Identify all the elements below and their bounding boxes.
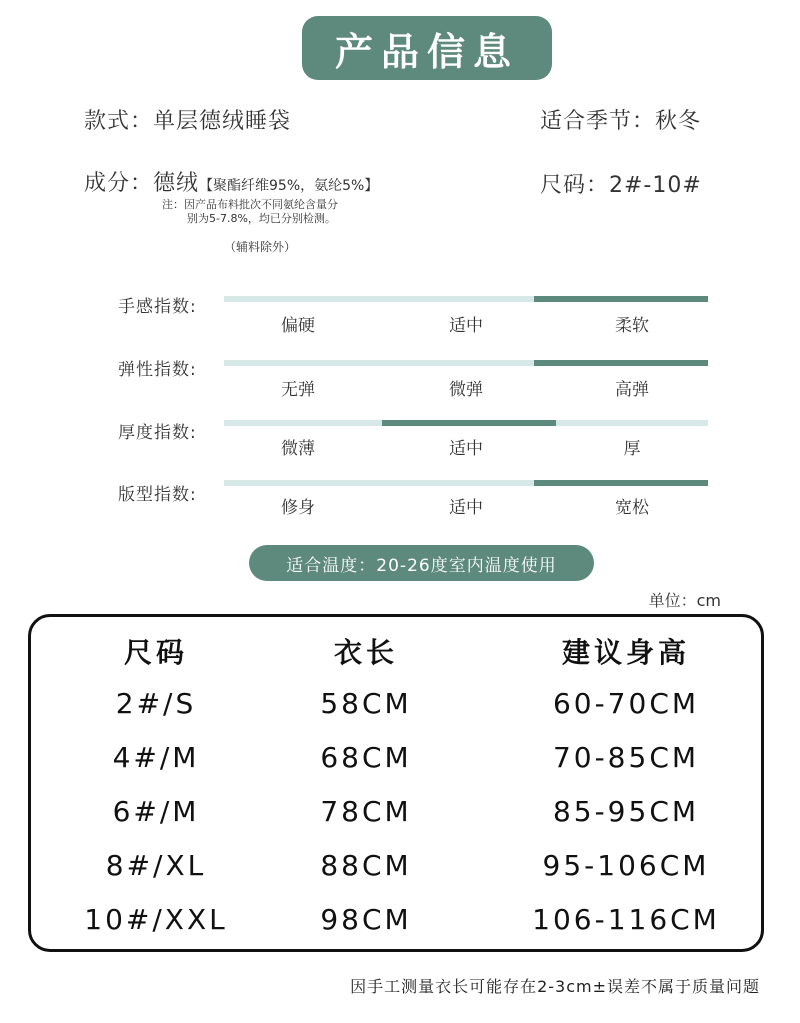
page-title: 产品信息: [302, 16, 552, 80]
table-cell: 88CM: [320, 849, 412, 882]
composition-info: [84, 166, 378, 197]
table-cell: 8#/XL: [105, 849, 207, 882]
table-cell: 95-106CM: [542, 849, 710, 882]
index-option: 适中: [449, 439, 483, 459]
style-info: 款式：单层德绒睡袋: [84, 109, 292, 134]
index-bar-selected: [534, 296, 708, 302]
index-bar-selected: [382, 420, 556, 426]
index-option: 宽松: [615, 498, 649, 518]
index-label-hand-feel: 手感指数:: [118, 297, 197, 317]
table-cell: 98CM: [320, 903, 412, 936]
footer-disclaimer: 因手工测量衣长可能存在2-3cm±误差不属于质量问题: [350, 977, 760, 996]
table-cell: 2#/S: [115, 687, 197, 720]
table-cell: 85-95CM: [552, 795, 700, 828]
index-bar-track: [224, 480, 534, 486]
table-cell: 10#/XXL: [84, 903, 228, 936]
composition-detail: 【聚酯纤维95%，氨纶5%】: [199, 178, 379, 194]
temperature-badge: 适合温度：20-26度室内温度使用: [249, 545, 594, 581]
index-option: 微薄: [281, 439, 315, 459]
table-cell: 106-116CM: [532, 903, 720, 936]
table-cell: 68CM: [320, 741, 412, 774]
composition-main: 成分：德绒: [84, 171, 200, 196]
table-cell: 60-70CM: [552, 687, 700, 720]
index-bar-track: [224, 296, 534, 302]
note-line-1: 注：因产品布料批次不同氨纶含量分: [162, 198, 338, 211]
note-line-2: 别为5-7.8%，均已分别检测。: [187, 212, 336, 225]
size-table: [28, 614, 764, 952]
unit-label: 单位：cm: [648, 591, 721, 610]
index-option: 偏硬: [281, 316, 315, 336]
index-option: 厚: [623, 439, 641, 459]
index-option: 微弹: [449, 380, 483, 400]
table-cell: 6#/M: [112, 795, 200, 828]
note-line-3: （辅料除外）: [224, 240, 297, 254]
size-range-info: 尺码：2#-10#: [540, 173, 702, 198]
index-bar-selected: [534, 360, 708, 366]
size-header-height: 建议身高: [561, 636, 690, 669]
table-cell: 70-85CM: [552, 741, 700, 774]
index-label-thickness: 厚度指数:: [118, 423, 197, 443]
index-bar-selected: [534, 480, 708, 486]
index-option: 修身: [281, 498, 315, 518]
index-option: 适中: [449, 498, 483, 518]
index-option: 柔软: [615, 316, 649, 336]
index-bar-track: [224, 360, 534, 366]
index-option: 适中: [449, 316, 483, 336]
size-header-size: 尺码: [123, 636, 188, 669]
index-label-elasticity: 弹性指数:: [118, 360, 197, 380]
table-cell: 4#/M: [112, 741, 200, 774]
table-cell: 78CM: [320, 795, 412, 828]
season-info: 适合季节：秋冬: [540, 109, 702, 134]
index-option: 无弹: [281, 380, 315, 400]
size-header-length: 衣长: [333, 636, 398, 669]
index-option: 高弹: [615, 380, 649, 400]
index-label-fit: 版型指数:: [118, 485, 197, 505]
table-cell: 58CM: [320, 687, 412, 720]
